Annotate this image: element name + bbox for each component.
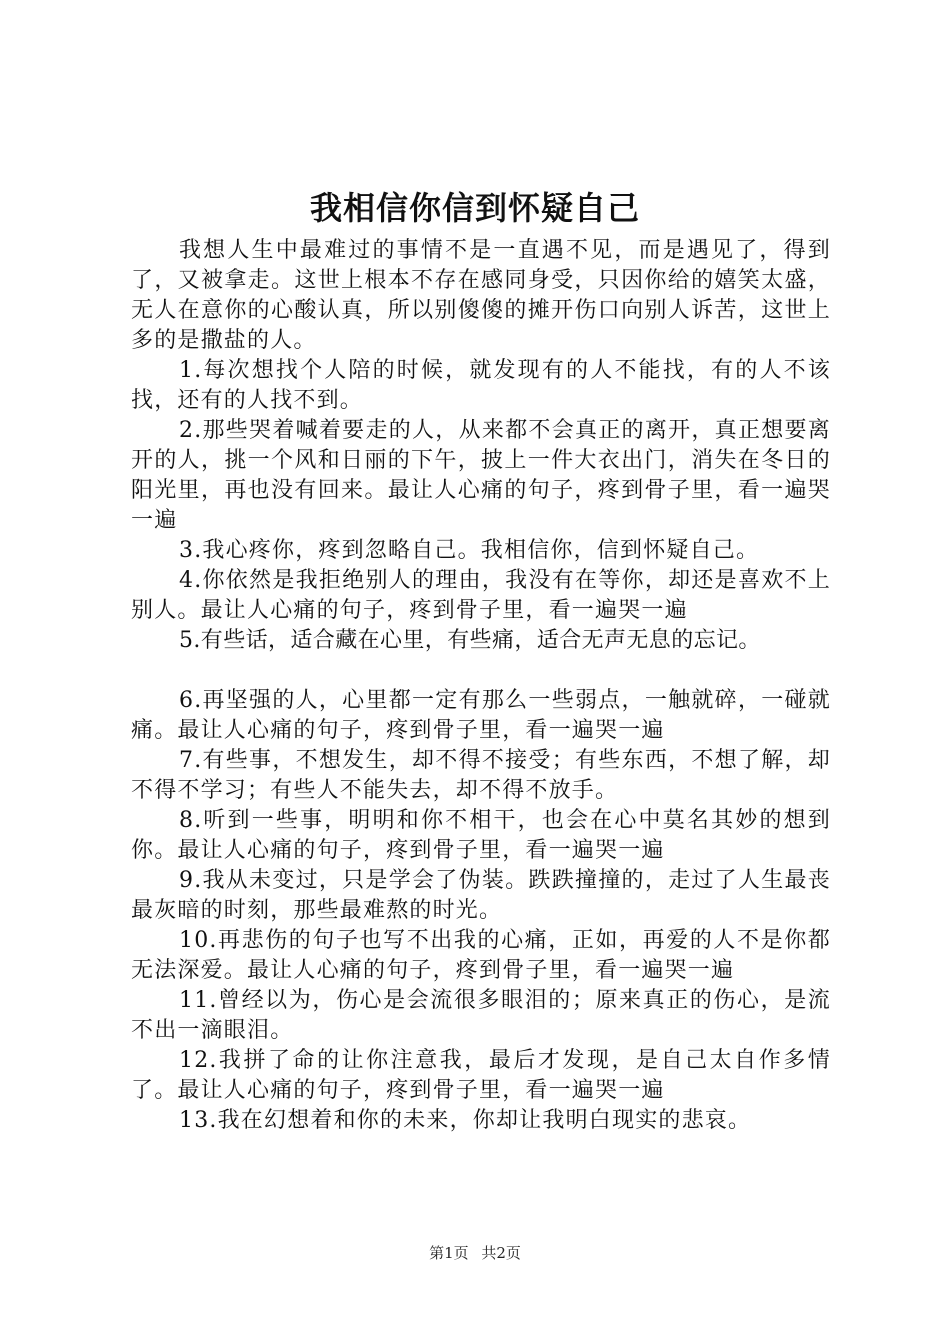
list-item: 11.曾经以为，伤心是会流很多眼泪的；原来真正的伤心，是流不出一滴眼泪。 — [131, 988, 831, 1043]
list-item: 1.每次想找个人陪的时候，就发现有的人不能找，有的人不该找，还有的人找不到。 — [131, 358, 831, 413]
list-item: 8.听到一些事，明明和你不相干，也会在心中莫名其妙的想到你。最让人心痛的句子，疼到骨子里，看一遍哭一遍 — [131, 808, 831, 863]
list-item: 12.我拼了命的让你注意我，最后才发现，是自己太自作多情了。最让人心痛的句子，疼到骨子里，看一遍哭一遍 — [131, 1048, 831, 1103]
list-item: 9.我从未变过，只是学会了伪装。跌跌撞撞的，走过了人生最丧最灰暗的时刻，那些最难熬的时光。 — [131, 868, 831, 923]
list-item: 4.你依然是我拒绝别人的理由，我没有在等你，却还是喜欢不上别人。最让人心痛的句子，疼到骨子里，看一遍哭一遍 — [131, 568, 831, 623]
page-total: 共2页 — [481, 1244, 521, 1262]
list-item: 7.有些事，不想发生，却不得不接受；有些东西，不想了解，却不得不学习；有些人不能失去，却不得不放手。 — [131, 748, 831, 803]
list-item: 5.有些话，适合藏在心里，有些痛，适合无声无息的忘记。 — [179, 628, 761, 653]
list-item: 13.我在幻想着和你的未来，你却让我明白现实的悲哀。 — [179, 1108, 752, 1133]
page-number: 第1页 — [429, 1244, 469, 1262]
list-item: 2.那些哭着喊着要走的人，从来都不会真正的离开，真正想要离开的人，挑一个风和日丽的下午，披上一件大衣出门，消失在冬日的阳光里，再也没有回来。最让人心痛的句子，疼到骨子里，看一遍哭一遍 — [131, 418, 831, 533]
list-item: 6.再坚强的人，心里都一定有那么一些弱点，一触就碎，一碰就痛。最让人心痛的句子，疼到骨子里，看一遍哭一遍 — [131, 688, 831, 743]
document-title: 我相信你信到怀疑自己 — [309, 189, 640, 227]
list-item: 10.再悲伤的句子也写不出我的心痛，正如，再爱的人不是你都无法深爱。最让人心痛的句子，疼到骨子里，看一遍哭一遍 — [131, 928, 831, 983]
intro-paragraph: 我想人生中最难过的事情不是一直遇不见，而是遇见了，得到了，又被拿走。这世上根本不存在感同身受，只因你给的嬉笑太盛，无人在意你的心酸认真，所以别傻傻的摊开伤口向别人诉苦，这世上多的是撒盐的人。 — [131, 238, 831, 353]
page-footer — [0, 1242, 950, 1264]
document-body — [131, 236, 831, 1136]
list-item: 3.我心疼你，疼到忽略自己。我相信你，信到怀疑自己。 — [179, 538, 760, 563]
paragraph-gap — [131, 656, 831, 686]
